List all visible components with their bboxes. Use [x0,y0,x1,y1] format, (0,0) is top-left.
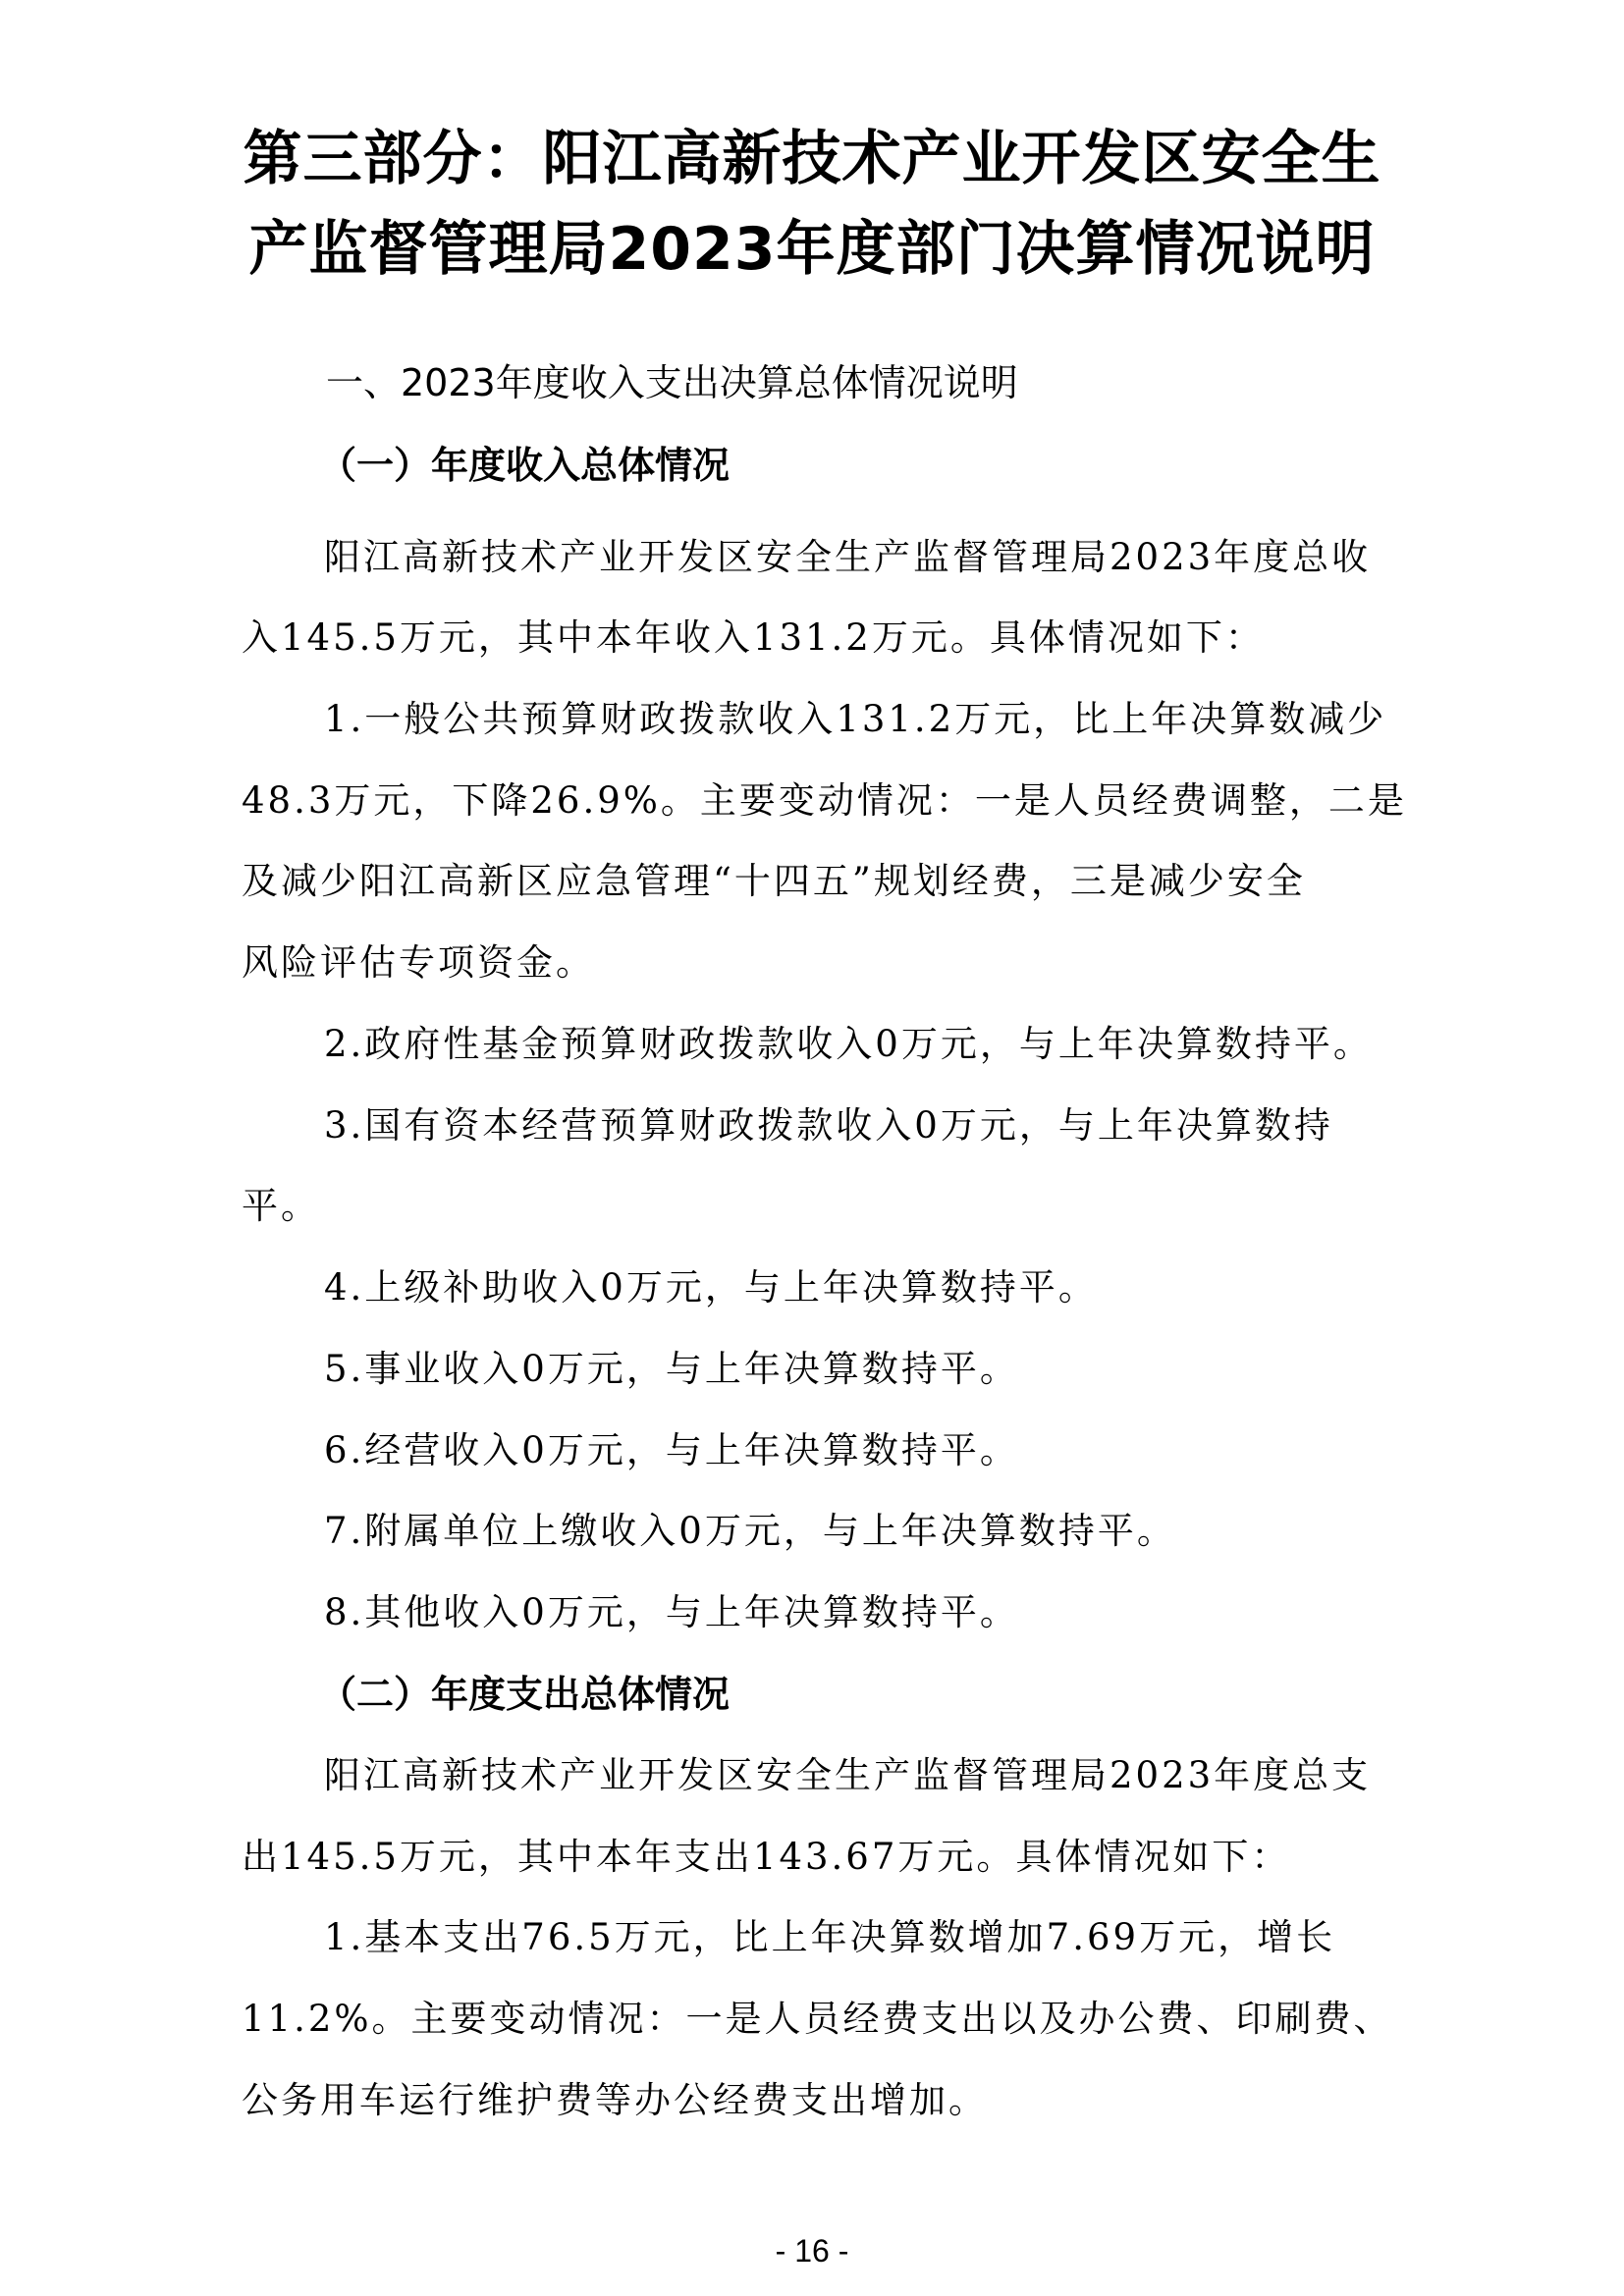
expense-heading: （二）年度支出总体情况 [319,1673,731,1716]
income-item-8: 8.其他收入0万元，与上年决算数持平。 [324,1591,1019,1633]
income-item-1-line-2: 48.3万元，下降26.9%。主要变动情况：一是人员经费调整，二是 [242,779,1407,822]
income-intro-line-1: 阳江高新技术产业开发区安全生产监督管理局2023年度总收 [324,536,1372,578]
section-heading-1: 一、2023年度收入支出决算总体情况说明 [326,361,1018,404]
income-item-3-line-1: 3.国有资本经营预算财政拨款收入0万元，与上年决算数持 [324,1104,1333,1147]
page-number: - 16 - [775,2233,849,2269]
income-item-1-line-1: 1.一般公共预算财政拨款收入131.2万元，比上年决算数减少 [324,698,1387,740]
document-title-line-1: 第三部分：阳江高新技术产业开发区安全生 [243,125,1381,193]
income-item-2: 2.政府性基金预算财政拨款收入0万元，与上年决算数持平。 [324,1023,1373,1065]
income-item-7: 7.附属单位上缴收入0万元，与上年决算数持平。 [324,1510,1176,1552]
expense-intro-line-1: 阳江高新技术产业开发区安全生产监督管理局2023年度总支 [324,1754,1372,1796]
income-item-1-line-3: 及减少阳江高新区应急管理“十四五”规划经费，三是减少安全 [242,860,1306,902]
income-item-6: 6.经营收入0万元，与上年决算数持平。 [324,1429,1019,1471]
document-title-line-2: 产监督管理局2023年度部门决算情况说明 [248,215,1376,284]
income-intro-line-2: 入145.5万元，其中本年收入131.2万元。具体情况如下： [242,616,1265,659]
income-item-5: 5.事业收入0万元，与上年决算数持平。 [324,1348,1019,1390]
income-heading: （一）年度收入总体情况 [319,444,731,487]
income-item-1-line-4: 风险评估专项资金。 [242,941,595,984]
expense-intro-line-2: 出145.5万元，其中本年支出143.67万元。具体情况如下： [242,1836,1291,1878]
expense-item-1-line-2: 11.2%。主要变动情况：一是人员经费支出以及办公费、印刷费、 [242,1998,1393,2040]
income-item-4: 4.上级补助收入0万元，与上年决算数持平。 [324,1266,1098,1308]
expense-item-1-line-3: 公务用车运行维护费等办公经费支出增加。 [242,2079,988,2121]
income-item-3-line-2: 平。 [242,1185,320,1227]
expense-item-1-line-1: 1.基本支出76.5万元，比上年决算数增加7.69万元，增长 [324,1916,1336,1958]
